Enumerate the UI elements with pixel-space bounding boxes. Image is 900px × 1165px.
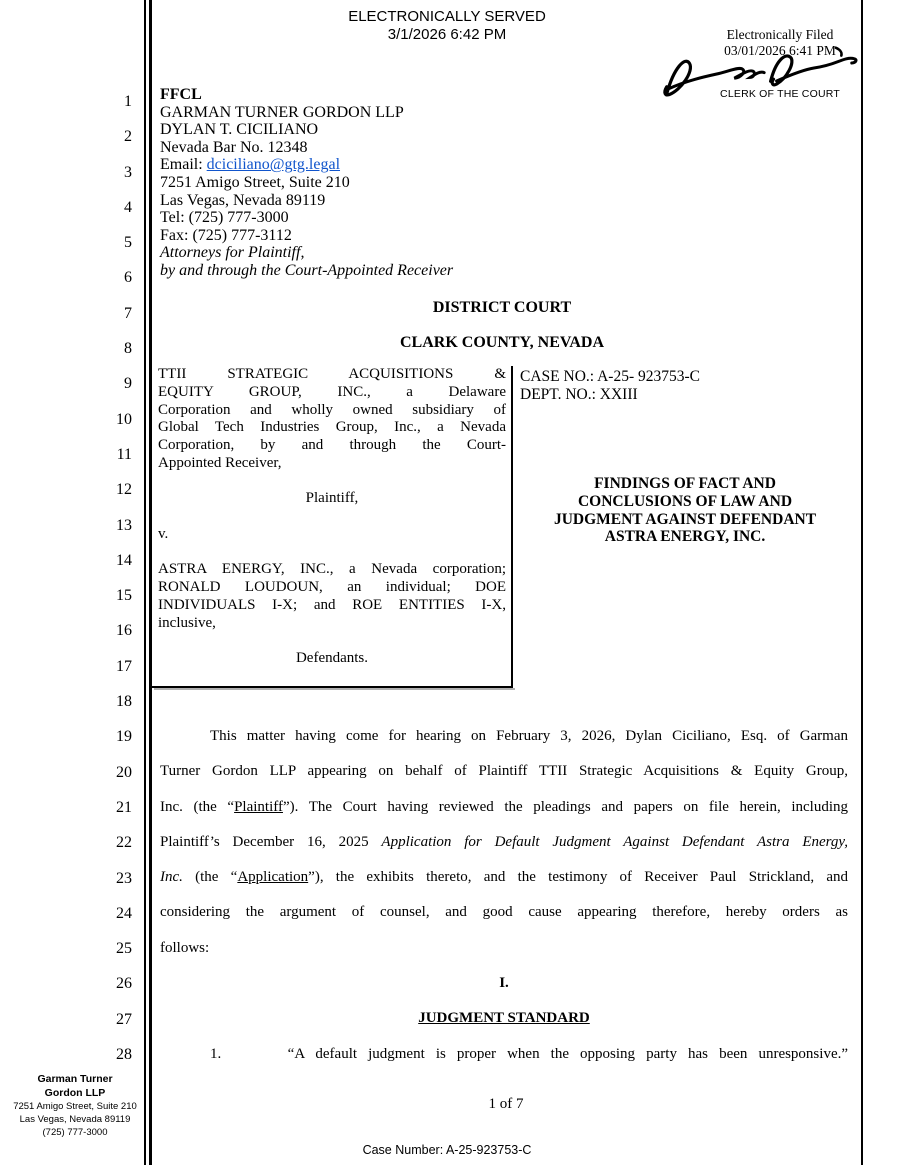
caption-party-line: v. [158, 525, 169, 542]
body-text-line: follows: [160, 939, 210, 956]
caption-party-line: RONALD LOUDOUN, an individual; DOE [158, 579, 506, 595]
court-title: DISTRICT COURT [432, 299, 572, 316]
caption-party-line: Corporation and wholly owned subsidiary of [158, 401, 506, 418]
body-text-line: considering the argument of counsel, and good cause appearing therefore, hereby orders as [160, 904, 848, 921]
attorney-block-line: Email: dciciliano@gtg.legal [160, 156, 341, 174]
left-margin-rule-inner [149, 0, 152, 1165]
document-title-line: FINDINGS OF FACT AND [594, 475, 776, 492]
body-text-line: 1. “A default judgment is proper when the opposing party has been unresponsive.” [210, 1045, 849, 1062]
firm-footer-line: 7251 Amigo Street, Suite 210 [13, 1101, 137, 1112]
clerk-of-court-label: CLERK OF THE COURT [720, 88, 840, 100]
pleading-line-number: 2 [124, 128, 132, 146]
caption-party-line: EQUITY GROUP, INC., a Delaware [158, 383, 506, 400]
attorney-block-line: Las Vegas, Nevada 89119 [160, 191, 326, 209]
pleading-line-number: 23 [116, 869, 132, 887]
pleading-line-number: 4 [124, 198, 132, 216]
body-text-line: I. [499, 975, 509, 992]
pleading-line-number: 7 [124, 304, 132, 322]
served-banner-line1: ELECTRONICALLY SERVED [348, 8, 546, 25]
caption-bottom-border [152, 686, 513, 688]
case-number-line: DEPT. NO.: XXIII [520, 385, 638, 403]
attorney-block-line: Tel: (725) 777-3000 [160, 209, 289, 227]
caption-party-line: Corporation, by and through the Court- [158, 437, 506, 453]
pleading-line-number: 15 [116, 587, 132, 605]
pleading-line-number: 18 [116, 693, 132, 711]
pleading-line-number: 20 [116, 763, 132, 781]
caption-party-line [158, 473, 506, 491]
footer-case-number: Case Number: A-25-923753-C [362, 1143, 532, 1157]
attorney-block-line: 7251 Amigo Street, Suite 210 [160, 173, 350, 191]
page-number: 1 of 7 [488, 1096, 524, 1112]
pleading-line-number: 12 [116, 481, 132, 499]
firm-footer-line: (725) 777-3000 [42, 1127, 108, 1138]
pleading-line-number: 26 [116, 975, 132, 993]
caption-party-line: Plaintiff, [305, 490, 359, 507]
case-number-line: CASE NO.: A-25- 923753-C [520, 368, 700, 385]
pleading-line-number: 27 [116, 1010, 132, 1028]
pleading-line-number: 8 [124, 340, 132, 358]
caption-divider-rule [511, 366, 513, 687]
pleading-line-number: 6 [124, 269, 132, 287]
court-subtitle: CLARK COUNTY, NEVADA [399, 334, 605, 351]
pleading-line-number: 28 [116, 1046, 132, 1064]
caption-party-line: Global Tech Industries Group, Inc., a Nevada [158, 419, 506, 436]
attorney-block [160, 86, 850, 280]
pleading-line-number: 3 [124, 163, 132, 181]
attorney-block-line: Nevada Bar No. 12348 [160, 138, 308, 156]
caption-party-line: Defendants. [295, 650, 369, 666]
caption-party-line: TTII STRATEGIC ACQUISITIONS & [158, 366, 506, 382]
served-banner-timestamp: 3/1/2026 6:42 PM [387, 25, 507, 43]
attorney-block-line: GARMAN TURNER GORDON LLP [160, 103, 404, 121]
firm-footer-line: Garman Turner [37, 1073, 113, 1085]
pleading-line-number: 11 [116, 445, 132, 463]
document-title-line: ASTRA ENERGY, INC. [604, 528, 766, 546]
pleading-line-number: 10 [116, 410, 132, 428]
attorney-block-line: FFCL [160, 86, 202, 103]
left-margin-rule-outer [144, 0, 146, 1165]
attorney-block-line: Fax: (725) 777-3112 [160, 226, 292, 244]
case-number-block [520, 368, 854, 404]
attorney-block-line: by and through the Court-Appointed Receiver [160, 261, 454, 279]
document-title [514, 475, 856, 546]
body-text-line: JUDGMENT STANDARD [418, 1010, 590, 1027]
attorney-block-line: DYLAN T. CICILIANO [160, 121, 319, 139]
pleading-line-number: 21 [116, 798, 132, 816]
filed-stamp-line1: Electronically Filed [726, 27, 834, 42]
firm-footer-line: Gordon LLP [44, 1087, 106, 1099]
caption-parties-block [158, 366, 506, 668]
caption-party-line: inclusive, [158, 614, 216, 631]
pleading-line-number: 1 [124, 93, 132, 110]
body-text-line: Inc. (the “Application”), the exhibits thereto, and the testimony of Receiver Paul Strickland, and [160, 869, 848, 886]
firm-footer-line: Las Vegas, Nevada 89119 [19, 1114, 131, 1125]
body-text [160, 719, 848, 1072]
caption-party-line [158, 508, 506, 526]
caption-party-line: Appointed Receiver, [158, 454, 282, 471]
pleading-line-number: 16 [116, 622, 132, 640]
footer-firm-block [4, 1072, 146, 1139]
pleading-line-number: 17 [116, 657, 132, 675]
pleading-line-number: 5 [124, 234, 132, 252]
pleading-line-number: 14 [116, 551, 132, 569]
caption-party-line [158, 632, 506, 650]
pleading-line-number: 9 [124, 375, 132, 393]
body-text-line: This matter having come for hearing on February 3, 2026, Dylan Ciciliano, Esq. of Garman [210, 728, 848, 744]
document-title-line: JUDGMENT AGAINST DEFENDANT [553, 510, 817, 528]
caption-party-line: INDIVIDUALS I-X; and ROE ENTITIES I-X, [158, 596, 506, 613]
body-text-line: Plaintiff’s December 16, 2025 Application for Default Judgment Against Defendant Astra Energy, [160, 833, 848, 850]
pleading-line-number: 13 [116, 516, 132, 534]
pleading-line-number: 19 [116, 728, 132, 746]
attorney-block-line: Attorneys for Plaintiff, [160, 244, 305, 262]
pleading-line-number: 24 [116, 904, 132, 922]
email-link[interactable]: dciciliano@gtg.legal [206, 156, 341, 174]
pleading-line-number: 25 [116, 940, 132, 958]
document-title-line: CONCLUSIONS OF LAW AND [577, 492, 793, 510]
body-text-line: Turner Gordon LLP appearing on behalf of Plaintiff TTII Strategic Acquisitions & Equity Group, [160, 763, 848, 780]
right-margin-rule [861, 0, 863, 1165]
pleading-line-number: 22 [116, 834, 132, 852]
caption-party-line [158, 544, 506, 562]
caption-party-line: ASTRA ENERGY, INC., a Nevada corporation; [158, 561, 506, 578]
body-text-line: Inc. (the “Plaintiff”). The Court having reviewed the pleadings and papers on file herein, including [160, 798, 848, 815]
filed-stamp-timestamp: 03/01/2026 6:41 PM [724, 42, 836, 58]
line-number-column [88, 84, 132, 1072]
